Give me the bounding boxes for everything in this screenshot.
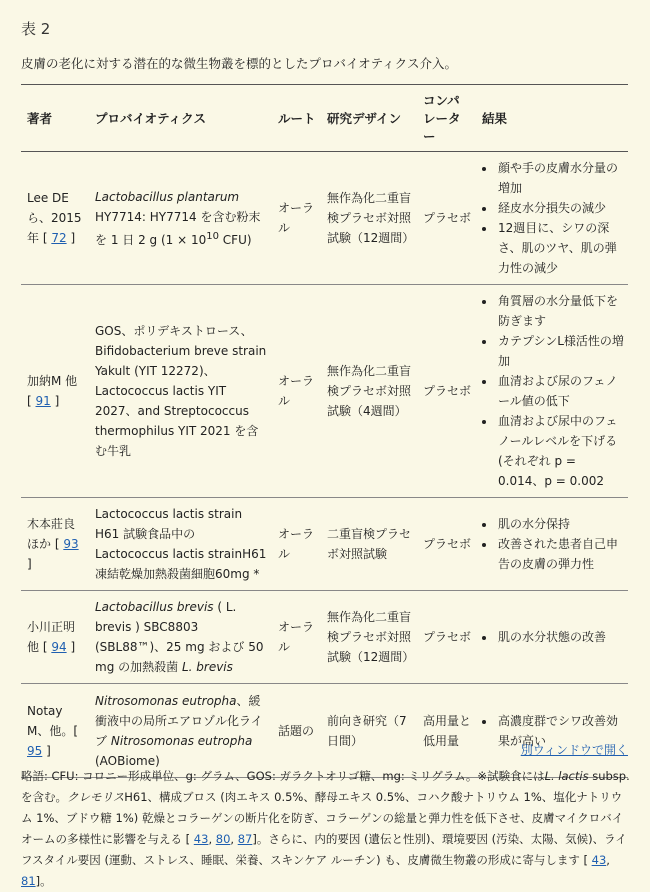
- author-cell: [21, 684, 89, 778]
- reference-link[interactable]: 95: [27, 743, 43, 758]
- route-cell: オーラル: [272, 498, 321, 591]
- header-route: ルート: [272, 85, 321, 152]
- table-row: [21, 591, 628, 684]
- results-list: [482, 158, 624, 278]
- route-cell: オーラル: [272, 591, 321, 684]
- species-name-short: L. brevis: [181, 660, 233, 674]
- header-probiotic: プロバイオティクス: [89, 85, 272, 152]
- probiotic-tail: CFU): [218, 232, 252, 247]
- results-cell: [476, 498, 628, 591]
- reference-link[interactable]: 91: [35, 394, 51, 408]
- table-caption: 皮膚の老化に対する潜在的な微生物叢を標的としたプロバイオティクス介入。: [21, 56, 458, 71]
- results-cell: [476, 591, 628, 684]
- result-item: • 肌の水分保持: [496, 514, 624, 534]
- probiotic-cell: GOS、ポリデキストロース、Bifidobacterium breve strain Yakult (YIT 12272)、Lactococcus lactis YIT 2027、and Streptococcus thermophilus YIT 2021 を含む牛乳: [89, 285, 272, 498]
- probiotic-text: ( L. brevis ) SBC8803 (SBL88™)、25 mg および 50 mg の加熱殺菌: [95, 600, 264, 674]
- footnote-text-4: ]。さらに、内的要因 (遺伝と性別)、環境要因 (汚染、太陽、気候)、ライフスタイル要因 (運動、ストレス、睡眠、栄養、スキンケア ルーチン) も、皮膚微生物叢の形成に寄与します [: [21, 832, 627, 867]
- results-list: [482, 627, 624, 647]
- reference-link[interactable]: 93: [63, 537, 79, 551]
- species-name: Lactobacillus plantarum: [95, 189, 240, 204]
- species-name: Lactobacillus brevis: [95, 600, 214, 614]
- results-list: [482, 291, 624, 491]
- probiotic-text: 、緩衝液中の局所エアロゾル化ライブ: [95, 693, 263, 748]
- author-tail: ]: [54, 394, 60, 408]
- result-item: • 高濃度群でシワ改善効果が高い: [496, 711, 624, 751]
- reference-link[interactable]: 94: [51, 640, 67, 654]
- reference-link[interactable]: 81: [21, 874, 36, 888]
- table-title: 表 2: [21, 20, 51, 38]
- reference-link[interactable]: 43: [591, 853, 607, 867]
- exponent: 10: [206, 230, 219, 242]
- reference-link[interactable]: 80: [215, 832, 231, 846]
- probiotic-cell: [89, 591, 272, 684]
- table-row: [21, 684, 628, 778]
- results-cell: [476, 684, 628, 778]
- comparator-cell: プラセボ: [417, 285, 476, 498]
- comparator-cell: プラセボ: [417, 498, 476, 591]
- probiotic-cell: [89, 152, 272, 285]
- author-cell: [21, 591, 89, 684]
- result-item: • 肌の水分状態の改善: [496, 627, 624, 647]
- probiotic-cell: [89, 684, 272, 778]
- footnote-species: L. lactis: [544, 769, 589, 783]
- header-results: 結果: [476, 85, 628, 152]
- author-text: 木本莊良ほか [: [27, 517, 76, 551]
- author-tail: ]: [70, 231, 76, 245]
- probiotic-cell: Lactococcus lactis strain H61 試験食品中の Lactococcus lactis strainH61凍結乾燥加熱殺菌細胞60mg *: [89, 498, 272, 591]
- author-text: 小川正明他 [: [27, 620, 76, 654]
- table-row: [21, 498, 628, 591]
- table-header-row: [21, 85, 628, 152]
- author-tail: ]: [27, 557, 32, 571]
- reference-link[interactable]: 72: [51, 231, 67, 245]
- author-text: Notay M、他。[: [27, 703, 79, 738]
- result-item: • 血清および尿中のフェノールレベルを下げる (それぞれ p = 0.014、p = 0.002: [496, 411, 624, 491]
- footnote-text-2: subsp.を含む。: [21, 769, 630, 804]
- design-cell: 無作為化二重盲検プラセボ対照試験（12週間）: [321, 591, 417, 684]
- header-design: 研究デザイン: [321, 85, 417, 152]
- reference-link[interactable]: 43: [193, 832, 209, 846]
- reference-link[interactable]: 87: [237, 832, 253, 846]
- table-row: [21, 285, 628, 498]
- result-item: • 角質層の水分量低下を防ぎます: [496, 291, 624, 331]
- design-cell: 無作為化二重盲検プラセボ対照試験（4週間）: [321, 285, 417, 498]
- result-item: • 経皮水分損失の減少: [496, 198, 624, 218]
- result-item: • 12週目に、シワの深さ、肌のツヤ、肌の弾力性の減少: [496, 218, 624, 278]
- result-item: • 改善された患者自己申告の皮膚の弾力性: [496, 534, 624, 574]
- design-cell: 前向き研究（7日間）: [321, 684, 417, 778]
- author-cell: [21, 152, 89, 285]
- result-item: • 顔や手の皮膚水分量の増加: [496, 158, 624, 198]
- comparator-cell: プラセボ: [417, 152, 476, 285]
- footnote-subspecies: クレモリス: [67, 790, 125, 804]
- table-row: [21, 152, 628, 285]
- results-list: [482, 514, 624, 574]
- author-text: 加納M 他 [: [27, 374, 78, 408]
- comparator-cell: プラセボ: [417, 591, 476, 684]
- route-cell: オーラル: [272, 152, 321, 285]
- route-cell: オーラル: [272, 285, 321, 498]
- probiotic-text: HY7714: HY7714 を含む粉末を 1 日 2 g (1 × 10: [95, 209, 261, 247]
- author-text: Lee DE ら、2015 年 [: [27, 191, 82, 245]
- probiotic-tail: (AOBiome): [95, 753, 160, 768]
- header-comparator: コンパレーター: [417, 85, 476, 152]
- footnote-text-5: ]。: [35, 874, 52, 888]
- results-cell: [476, 152, 628, 285]
- open-new-window-link[interactable]: 別ウィンドウで開く: [520, 743, 628, 757]
- design-cell: 無作為化二重盲検プラセボ対照試験（12週間）: [321, 152, 417, 285]
- result-item: • カテプシンL様活性の増加: [496, 331, 624, 371]
- author-cell: [21, 498, 89, 591]
- author-cell: [21, 285, 89, 498]
- design-cell: 二重盲検プラセボ対照試験: [321, 498, 417, 591]
- footnote-text-1: 略語: CFU: コロニー形成単位、g: グラム、GOS: ガラクトオリゴ糖、mg: ミリグラム。※試験食には: [21, 769, 545, 783]
- author-tail: ]: [46, 743, 51, 758]
- result-item: • 血清および尿のフェノール値の低下: [496, 371, 624, 411]
- footnote: 略語: CFU: コロニー形成単位、g: グラム、GOS: ガラクトオリゴ糖、mg: ミリグラム。※試験食にはL. lactis subsp.を含む。クレモリスH61、構成ブロス (肉エキス 0.5%、酵母エキス 0.5%、コハク酸ナトリウム 1%、塩化ナトリウム 1%、ブドウ糖 1%) 乾燥とコラーゲンの断片化を防ぎ、コラーゲンの総量と弾力性を低下させ、皮膚マイクロバイオームの多様性に影響を与える [ 43, 80, 87]。さらに、内的要因 (遺伝と性別)、環境要因 (汚染、太陽、気候)、ライフスタイル要因 (運動、ストレス、睡眠、栄養、スキンケア ルーチン) も、皮膚微生物叢の形成に寄与します [ 43, 81]。: [21, 769, 630, 888]
- comparator-cell: 高用量と低用量: [417, 684, 476, 778]
- footnote-text-3: H61、構成ブロス (肉エキス 0.5%、酵母エキス 0.5%、コハク酸ナトリウム 1%、塩化ナトリウム 1%、ブドウ糖 1%) 乾燥とコラーゲンの断片化を防ぎ、コラーゲンの総量と弾力性を低下させ、皮膚マイクロバイオームの多様性に影響を与える [: [21, 790, 624, 846]
- species-name: Nitrosomonas eutropha: [95, 693, 237, 708]
- route-cell: 話題の: [272, 684, 321, 778]
- species-name-2: Nitrosomonas eutropha: [110, 733, 253, 748]
- author-tail: ]: [70, 640, 76, 654]
- header-author: 著者: [21, 85, 89, 152]
- results-cell: [476, 285, 628, 498]
- probiotics-table: [21, 84, 628, 778]
